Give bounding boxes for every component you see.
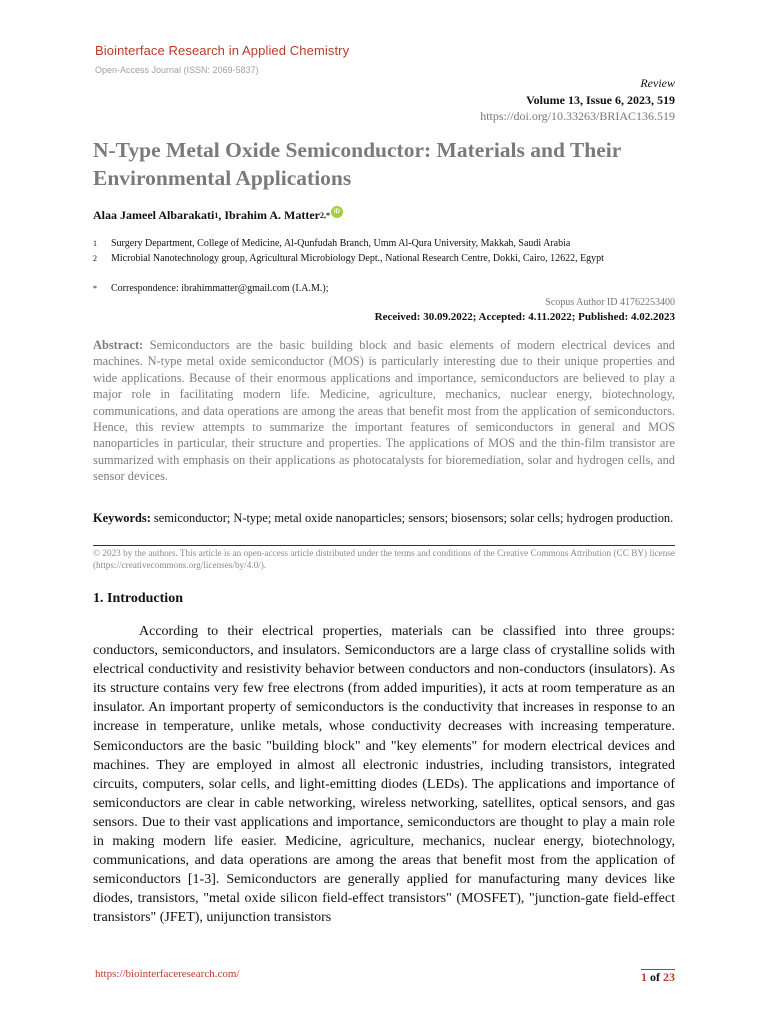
affiliation-mark: * — [93, 284, 97, 293]
abstract-label: Abstract: — [93, 338, 144, 352]
abstract-text: Semiconductors are the basic building block and basic elements of modern electrical devices and machines. N-type metal oxide semiconductor (MOS) is particularly interesting due to their unique properties and wide applications. Because of their enormous applications and importance, semiconductors are believed to play a major role in facilitating modern life. Medicine, agriculture, mechanics, nuclear energy, biotechnology, communications, and data operations are among the areas that benefit most from the application of semiconductors. Hence, this review attempts to summarize the important features of semiconductors in general and MOS nanoparticles in particular, their structure and properties. The applications of MOS and the thin-film transistor are summarized with emphasis on their applications as photocatalysts for bioremediation, solar and hydrogen cells, and sensor devices. — [93, 338, 675, 484]
journal-issn: Open-Access Journal (ISSN: 2069-5837) — [95, 65, 259, 75]
affiliation-mark: 2 — [93, 254, 97, 263]
scopus-id: Scopus Author ID 41762253400 — [545, 297, 675, 308]
section-heading: 1. Introduction — [93, 591, 183, 606]
author-name: Ibrahim A. Matter — [224, 208, 320, 222]
volume-info: Volume 13, Issue 6, 2023, 519 — [526, 93, 675, 107]
author-affiliation-mark: 1 — [214, 211, 219, 220]
author-name: Alaa Jameel Albarakati — [93, 208, 215, 222]
affiliation-mark: 1 — [93, 239, 97, 248]
article-title: N-Type Metal Oxide Semiconductor: Materials and Their Environmental Applications — [93, 138, 621, 190]
article-type: Review — [640, 76, 675, 90]
affiliation — [93, 253, 675, 266]
correspondence — [93, 283, 675, 296]
divider — [93, 545, 675, 546]
publication-dates: Received: 30.09.2022; Accepted: 4.11.2022; Published: 4.02.2023 — [374, 311, 675, 323]
page-number — [641, 969, 675, 985]
journal-name: Biointerface Research in Applied Chemistry — [95, 43, 350, 58]
affiliation-text: Microbial Nanotechnology group, Agricultural Microbiology Dept., National Research Centre, Dokki, Cairo, 12622, Egypt — [111, 253, 604, 264]
affiliation — [93, 238, 675, 251]
page-of: of — [647, 970, 663, 984]
correspondence-text: Correspondence: ibrahimmatter@gmail.com (I.A.M.); — [111, 283, 329, 294]
footer-url[interactable]: https://biointerfaceresearch.com/ — [95, 968, 240, 980]
doi-link[interactable]: https://doi.org/10.33263/BRIAC136.519 — [480, 109, 675, 123]
orcid-icon[interactable]: iD — [331, 206, 343, 218]
section-body: According to their electrical properties, materials can be classified into three groups: conductors, semiconductors, and insulators. Semiconductors are a large class of crystalline solids with electrical conductivity and resistivity behavior between conductors and non-conductors (insulators). As its structure contains very few free electrons (from added impurities), it acts at room temperature as an insulator. An important property of semiconductors is the conductivity that increases in response to an increase in temperature, unlike metals, whose conductivity decreases with increasing temperature. Semiconductors are the basic "building block" and "key elements" for modern electrical devices and machines. They are employed in almost all electronic industries, including transistors, integrated circuits, computers, solar cells, and light-emitting diodes (LEDs). The applications and importance of semiconductors are clear in cable networking, wireless networking, satellites, optical sensors, and gas sensors. Due to their vast applications and importance, semiconductors are thought to play a main role in making modern life easier. Medicine, agriculture, mechanics, nuclear energy, biotechnology, communications, and data operations are among the areas that benefit most from the application of semiconductors [1-3]. Semiconductors are generally applied for manufacturing many devices like diodes, transistors, "metal oxide silicon field-effect transistors" (MOSFET), "junction-gate field-effect transistors" (JFET), unijunction transistors — [93, 624, 675, 926]
author-affiliation-mark: 2,* — [319, 211, 330, 220]
author-separator: , — [218, 208, 225, 222]
page-total: 23 — [663, 970, 675, 984]
page-current: 1 — [641, 970, 647, 984]
abstract — [93, 337, 675, 485]
keywords — [93, 510, 675, 527]
keywords-label: Keywords: — [93, 511, 151, 525]
keywords-text: semiconductor; N-type; metal oxide nanoparticles; sensors; biosensors; solar cells; hydrogen production. — [150, 511, 674, 525]
author-list — [93, 208, 343, 223]
license-notice: © 2023 by the authors. This article is an open-access article distributed under the terms and conditions of the Creative Commons Attribution (CC BY) license (https://creativecommons.org/licenses/by/4.0/). — [93, 548, 675, 571]
affiliation-text: Surgery Department, College of Medicine, Al-Qunfudah Branch, Umm Al-Qura University, Makkah, Saudi Arabia — [111, 238, 571, 249]
